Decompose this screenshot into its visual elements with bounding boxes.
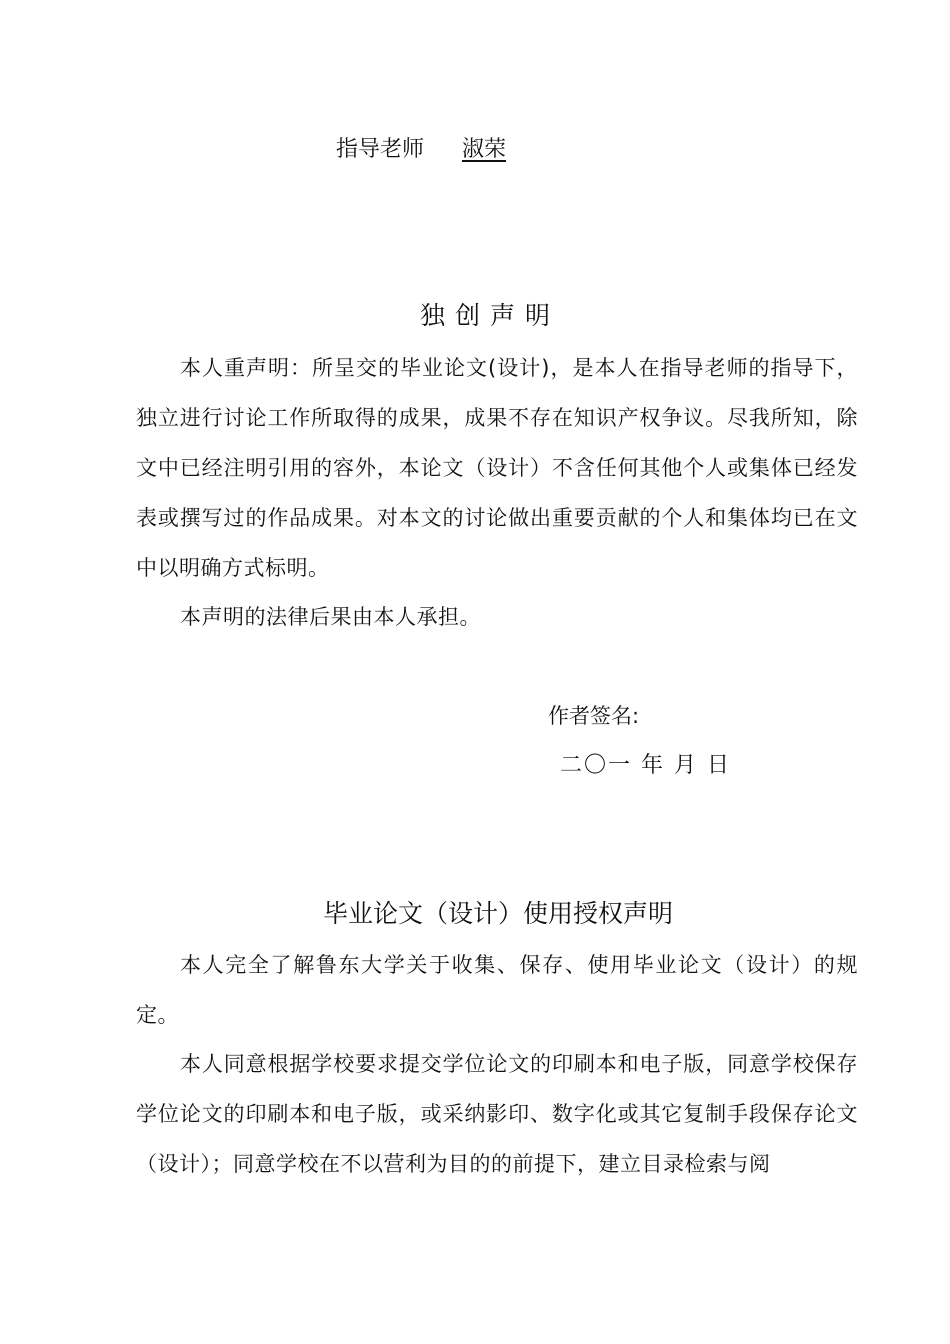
authorization-paragraph-1: 本人完全了解鲁东大学关于收集、保存、使用毕业论文（设计）的规定。 xyxy=(136,953,858,1027)
advisor-name: 淑荣 xyxy=(462,137,507,162)
signature-date: 二〇一 年 月 日 xyxy=(560,753,731,778)
advisor-label: 指导老师 xyxy=(336,137,425,162)
originality-title: 独创声明 xyxy=(419,301,560,330)
originality-paragraph-2: 本声明的法律后果由本人承担。 xyxy=(180,605,481,629)
author-signature-label: 作者签名: xyxy=(548,704,640,728)
authorization-paragraph-2: 本人同意根据学校要求提交学位论文的印刷本和电子版，同意学校保存学位论文的印刷本和电子版，或采纳影印、数字化或其它复制手段保存论文（设计）；同意学校在不以营利为目的的前提下，建立目录检索与阅 xyxy=(136,1052,858,1176)
authorization-title: 毕业论文（设计）使用授权声明 xyxy=(322,899,673,928)
advisor-line xyxy=(336,134,584,166)
originality-paragraph-1: 本人重声明：所呈交的毕业论文(设计)，是本人在指导老师的指导下，独立进行讨论工作所取得的成果，成果不存在知识产权争议。尽我所知，除文中已经注明引用的容外，本论文（设计）不含任何其他个人或集体已经发表或撰写过的作品成果。对本文的讨论做出重要贡献的个人和集体均已在文中以明确方式标明。 xyxy=(136,356,858,580)
